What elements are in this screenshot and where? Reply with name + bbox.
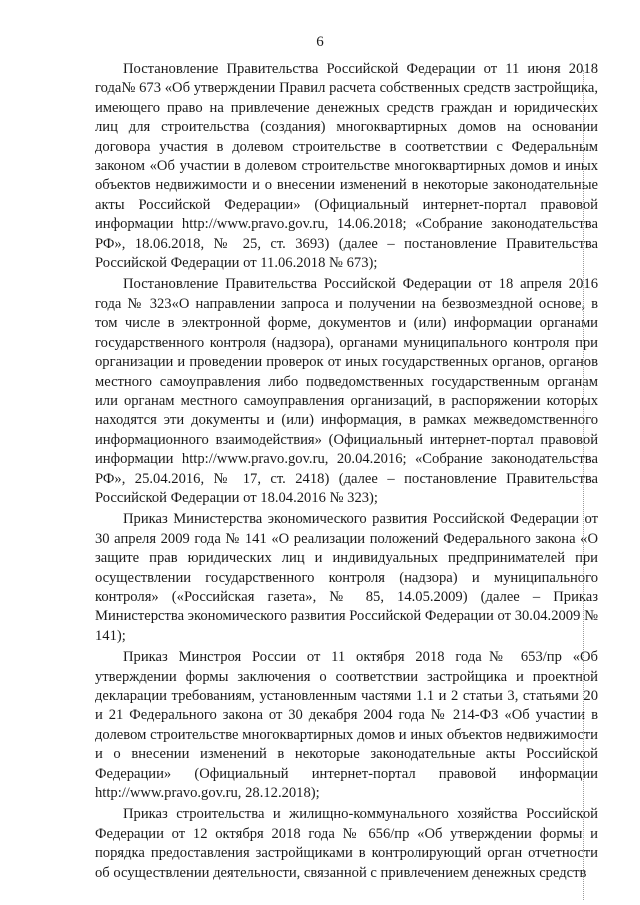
document-body bbox=[95, 60, 598, 885]
paragraph-order-656: Приказ строительства и жилищно-коммунального хозяйства Российской Федерации от 12 октября 2018 года № 656/пр «Об утверждении формы и порядка предоставления застройщиками в контролирующий орган отчетности об осуществлении деятельности, связанной с привлечением денежных средств bbox=[95, 806, 598, 881]
paragraph-resolution-323: Постановление Правительства Российской Федерации от 18 апреля 2016 года № 323«О направлении запроса и получении на безвозмездной основе, в том числе в электронной форме, документов и (или) информации органами государственного контроля (надзора), органами муниципального контроля при организации и проведении проверок от иных государственных органов, органов местного самоуправления либо подведомственных государственным органам или органам местного самоуправления организаций, в распоряжении которых находятся эти документы и (или) информация, в рамках межведомственного информационного взаимодействия» (Официальный интернет-портал правовой информации http://www.pravo.gov.ru, 20.04.2016; «Собрание законодательства РФ», 25.04.2016, № 17, ст. 2418) (далее – постановление Правительства Российской Федерации от 18.04.2016 № 323); bbox=[95, 276, 598, 506]
page-number: 6 bbox=[316, 34, 324, 50]
paragraph-order-653: Приказ Минстроя России от 11 октября 2018 года№ 653/пр «Об утверждении формы заключения о соответствии застройщика и проектной декларации требованиям, установленным частями 1.1 и 2 статьи 3, статьями 20 и 21 Федерального закона от 30 декабря 2004 года № 214-ФЗ «Об участии в долевом строительстве многоквартирных домов и иных объектов недвижимости и о внесении изменений в некоторые законодательные акты Российской Федерации» (Официальный интернет-портал правовой информации http://www.pravo.gov.ru, 28.12.2018); bbox=[95, 649, 598, 802]
scan-artifact-line bbox=[583, 70, 584, 900]
paragraph-resolution-673: Постановление Правительства Российской Федерации от 11 июня 2018 года№ 673 «Об утверждении Правил расчета собственных средств застройщика, имеющего право на привлечение денежных средств граждан и юридических лиц для строительства (создания) многоквартирных домов на основании договора участия в долевом строительстве в соответствии с Федеральным законом «Об участии в долевом строительстве многоквартирных домов и иных объектов недвижимости и о внесении изменений в некоторые законодательные акты Российской Федерации» (Официальный интернет-портал правовой информации http://www.pravo.gov.ru, 14.06.2018; «Собрание законодательства РФ», 18.06.2018, № 25, ст. 3693) (далее – постановление Правительства Российской Федерации от 11.06.2018 № 673); bbox=[95, 61, 598, 272]
paragraph-order-141: Приказ Министерства экономического развития Российской Федерации от 30 апреля 2009 года № 141 «О реализации положений Федерального закона «О защите прав юридических лиц и индивидуальных предпринимателей при осуществлении государственного контроля (надзора) и муниципального контроля» («Российская газета», № 85, 14.05.2009) (далее – Приказ Министерства экономического развития Российской Федерации от 30.04.2009 № 141); bbox=[95, 511, 598, 644]
